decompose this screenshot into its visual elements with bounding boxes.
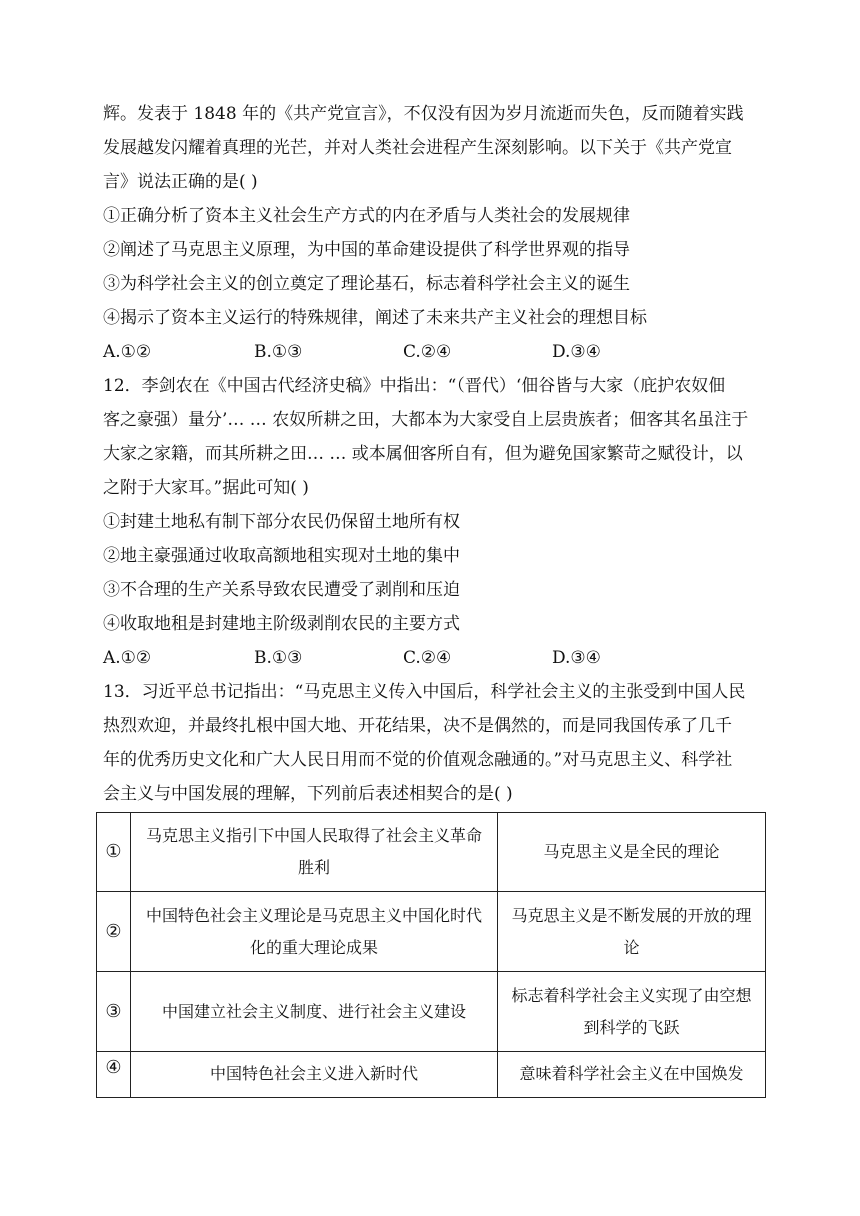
- table-cell-premise: 马克思主义指引下中国人民取得了社会主义革命胜利: [131, 813, 498, 892]
- q11-stem-line-1: 辉。发表于 1848 年的《共产党宣言》，不仅没有因为岁月流逝而失色，反而随着实践: [103, 104, 744, 124]
- q11-option-a: A.①②: [103, 342, 152, 362]
- q12-option-a: A.①②: [103, 648, 152, 668]
- q13-stem-line-2: 热烈欢迎，并最终扎根中国大地、开花结果，决不是偶然的，而是同我国传承了几千: [103, 716, 732, 736]
- q12-stem-line-3: 大家之家籍，而其所耕之田… … 或本属佃客所自有，但为避免国家繁苛之赋役计，以: [103, 444, 743, 464]
- q13-stem-line-4: 会主义与中国发展的理解，下列前后表述相契合的是( ): [103, 784, 513, 804]
- q12-item-2: ②地主豪强通过收取高额地租实现对土地的集中: [103, 546, 460, 566]
- q12-option-b: B.①③: [254, 648, 303, 668]
- table-cell-premise: 中国特色社会主义理论是马克思主义中国化时代化的重大理论成果: [131, 892, 498, 972]
- q12-stem-line-1: 12．李剑农在《中国古代经济史稿》中指出：“（晋代）‘佃谷皆与大家（庇护农奴佃: [103, 376, 726, 396]
- table-row-number: ③: [97, 972, 131, 1052]
- table-cell-premise: 中国特色社会主义进入新时代: [131, 1052, 498, 1098]
- q13-statement-table: [96, 812, 766, 1098]
- q11-option-c: C.②④: [403, 342, 452, 362]
- q11-stem-line-3: 言》说法正确的是( ): [103, 172, 258, 192]
- q11-item-2: ②阐述了马克思主义原理，为中国的革命建设提供了科学世界观的指导: [103, 240, 630, 260]
- q11-option-d: D.③④: [552, 342, 601, 362]
- table-cell-premise: 中国建立社会主义制度、进行社会主义建设: [131, 972, 498, 1052]
- table-cell-conclusion: 马克思主义是全民的理论: [498, 813, 766, 892]
- q12-stem-line-2: 客之豪强）量分’… … 农奴所耕之田，大都本为大家受自上层贵族者；佃客其名虽注于: [103, 410, 749, 430]
- table-cell-conclusion: 标志着科学社会主义实现了由空想到科学的飞跃: [498, 972, 766, 1052]
- q11-stem-line-2: 发展越发闪耀着真理的光芒，并对人类社会进程产生深刻影响。以下关于《共产党宣: [103, 138, 732, 158]
- q12-item-1: ①封建土地私有制下部分农民仍保留土地所有权: [103, 512, 460, 532]
- table-row-number: ④: [97, 1052, 131, 1098]
- table-row: [97, 972, 766, 1052]
- table-row: [97, 813, 766, 892]
- table-row: [97, 892, 766, 972]
- q11-option-b: B.①③: [254, 342, 303, 362]
- table-row: [97, 1052, 766, 1098]
- q12-option-c: C.②④: [403, 648, 452, 668]
- table-row-number: ②: [97, 892, 131, 972]
- table-row-number: ①: [97, 813, 131, 892]
- table-cell-conclusion: 马克思主义是不断发展的开放的理论: [498, 892, 766, 972]
- q11-item-4: ④揭示了资本主义运行的特殊规律，阐述了未来共产主义社会的理想目标: [103, 308, 647, 328]
- q12-item-3: ③不合理的生产关系导致农民遭受了剥削和压迫: [103, 580, 460, 600]
- q11-item-1: ①正确分析了资本主义社会生产方式的内在矛盾与人类社会的发展规律: [103, 206, 630, 226]
- q12-item-4: ④收取地租是封建地主阶级剥削农民的主要方式: [103, 614, 460, 634]
- q12-option-d: D.③④: [552, 648, 601, 668]
- q13-stem-line-3: 年的优秀历史文化和广大人民日用而不觉的价值观念融通的。”对马克思主义、科学社: [103, 750, 733, 770]
- q12-stem-line-4: 之附于大家耳。”据此可知( ): [103, 478, 309, 498]
- q11-item-3: ③为科学社会主义的创立奠定了理论基石，标志着科学社会主义的诞生: [103, 274, 630, 294]
- q13-stem-line-1: 13．习近平总书记指出：“马克思主义传入中国后，科学社会主义的主张受到中国人民: [103, 682, 746, 702]
- table-cell-conclusion: 意味着科学社会主义在中国焕发: [498, 1052, 766, 1098]
